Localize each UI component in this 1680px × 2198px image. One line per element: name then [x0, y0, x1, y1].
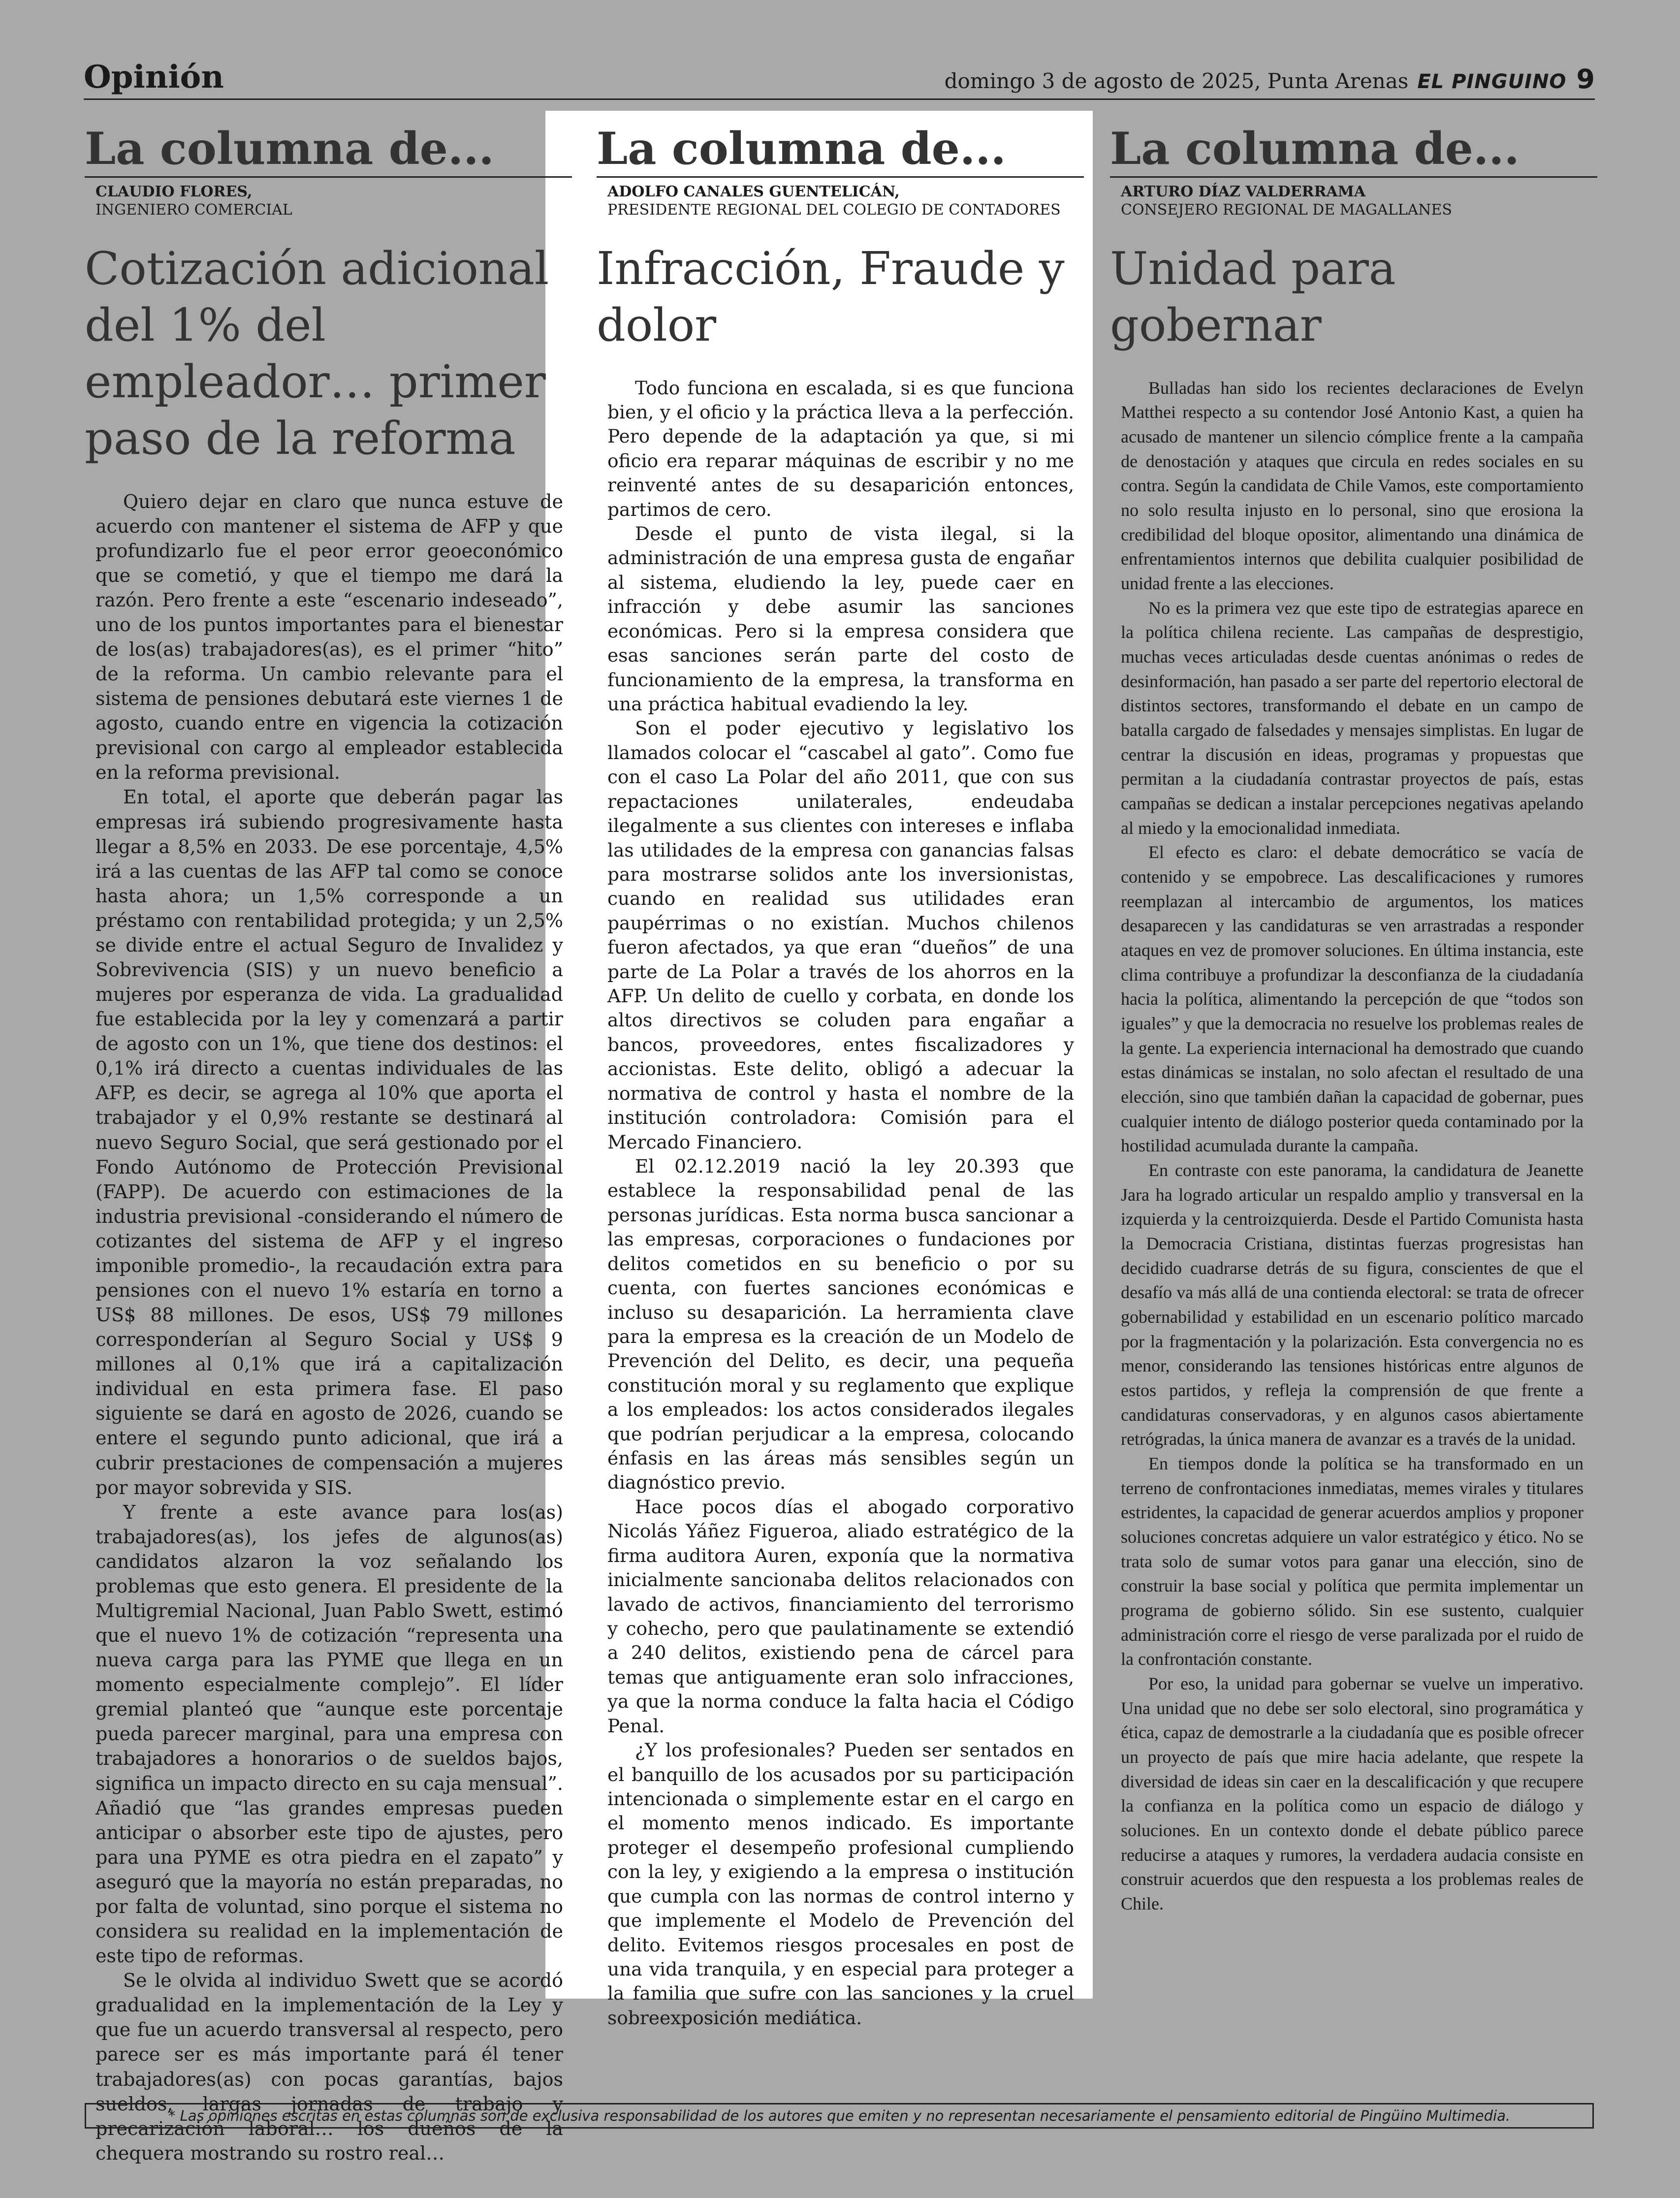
dateline — [945, 64, 1595, 95]
paragraph: Hace pocos días el abogado corporativo Nicolás Yáñez Figueroa, aliado estratégico de la firma auditora Auren, exponía que la normativa inicialmente sancionaba delitos relacionados con lavado de activos, financiamiento del terrorismo y cohecho, pero que paulatinamente se extendió a 240 delitos, existiendo pena de cárcel para temas que antiguamente eran solo infracciones, ya que la norma conduce la falta hacia el Código Penal. — [607, 1496, 1074, 1737]
paragraph: No es la primera vez que este tipo de estrategias aparece en la política chilena reciente. Las campañas de desprestigio, muchas veces articuladas desde cuentas anónimas o redes de desinformación, han pasado a ser parte del repertorio electoral de distintos sectores, transformando el debate en un campo de batalla cargado de falsedades y mensajes simplistas. En lugar de centrar la discusión en ideas, programas y propuestas que permitan a la ciudadanía contrastar proyectos de país, estas campañas se dedican a instalar percepciones negativas apelando al miedo y la emocionalidad inmediata. — [1121, 598, 1584, 838]
section-title: Opinión — [84, 59, 224, 96]
paragraph: Por eso, la unidad para gobernar se vuelve un imperativo. Una unidad que no debe ser solo electoral, sino programática y ética, capaz de demostrarle a la ciudadanía que es posible ofrecer un proyecto de país que mire hacia adelante, que respete la diversidad de ideas sin caer en la descalificación y que recupere la confianza en la política como un espacio de diálogo y soluciones. En un contexto donde el debate público parece reducirse a ataques y rumores, la verdadera audacia consiste en construir acuerdos que den respuesta a los problemas reales de Chile. — [1121, 1674, 1584, 1914]
page-header — [84, 59, 1595, 100]
paragraph: En tiempos donde la política se ha transformado en un terreno de confrontaciones inmediatas, memes virales y titulares estridentes, la capacidad de generar acuerdos amplios y proponer soluciones concretas adquiere un valor estratégico y ético. No se trata solo de sumar votos para ganar una elección, sino de construir la base social y política que permita implementar un programa de gobierno sólido. Sin ese sustento, cualquier administración corre el riesgo de verse paralizada por el ruido de la confrontación constante. — [1121, 1454, 1584, 1669]
paragraph: ¿Y los profesionales? Pueden ser sentados en el banquillo de los acusados por su participación intencionada o simplemente estar en el cargo en el momento menos indicado. Es importante proteger el desempeño profesional cumpliendo con la ley, y exigiendo a la empresa o institución que cumpla con las normas de control interno y que implemente el Modelo de Prevención del delito. Evitemos riesgos procesales en post de una vida tranquila, y en especial para proteger a la familia que sufre con las sanciones y la cruel sobreexposición mediática. — [607, 1739, 1074, 2029]
paragraph: Quiero dejar en claro que nunca estuve de acuerdo con mantener el sistema de AFP y que profundizarlo fue el peor error geoeconómico que se cometió, y que el tiempo me dará la razón. Pero frente a este “escenario indeseado”, uno de los puntos importantes para el bienestar de los(as) trabajadores(as), es el primer “hito” de la reforma. Un cambio relevante para el sistema de pensiones debutará este viernes 1 de agosto, cuando entre en vigencia la cotización previsional con cargo al empleador establecida en la reforma previsional. — [95, 490, 563, 784]
paragraph: En contraste con este panorama, la candidatura de Jeanette Jara ha logrado articular un respaldo amplio y transversal en la izquierda y la centroizquierda. Desde el Partido Comunista hasta la Democracia Cristiana, distintas fuerzas progresistas han decidido cuadrarse detrás de su figura, conscientes de que el desafío va más allá de una contienda electoral: se trata de ofrecer gobernabilidad y estabilidad en un escenario político marcado por la fragmentación y la polarización. Esta convergencia no es menor, considerando las tensiones históricas entre algunos de estos partidos, y refleja la comprensión de que frente a candidaturas conservadoras, y en algunos casos abiertamente retrógradas, la única manera de avanzar es a través de la unidad. — [1121, 1160, 1584, 1449]
date-location: domingo 3 de agosto de 2025, Punta Arenas — [944, 69, 1409, 93]
paragraph: Y frente a este avance para los(as) trabajadores(as), los jefes de algunos(as) candidatos alzaron la voz señalando los problemas que esto genera. El presidente de la Multigremial Nacional, Juan Pablo Swett, estimó que el nuevo 1% de cotización “representa una nueva carga para las PYME que llega en un momento especialmente complejo”. El líder gremial planteó que “aunque este porcentaje pueda parecer marginal, para una empresa con trabajadores a honorarios o de sueldos bajos, significa un impacto directo en su caja mensual”. Añadió que “las grandes empresas pueden anticipar o absorber este tipo de ajustes, pero para una PYME es otra piedra en el zapato” y aseguró que la mayoría no están preparadas, no por falta de voluntad, sino porque el sistema no considera su realidad en la implementación de este tipo de reformas. — [95, 1501, 563, 1967]
paragraph: El efecto es claro: el debate democrático se vacía de contenido y se empobrece. Las descalificaciones y rumores reemplazan al intercambio de argumentos, los matices desaparecen y las candidaturas se ven arrastradas a responder ataques en vez de promover soluciones. En última instancia, este clima contribuye a profundizar la desconfianza de la ciudadanía hacia la política, alimentando la percepción de que “todos son iguales” y que la democracia no resuelve los problemas reales de la gente. La experiencia internacional ha demostrado que cuando estas dinámicas se instalan, no solo afectan el resultado de una elección, sino que también dañan la capacidad de gobernar, pues cualquier intento de diálogo posterior queda contaminado por la hostilidad acumulada durante la campaña. — [1121, 842, 1584, 1156]
paragraph: En total, el aporte que deberán pagar las empresas irá subiendo progresivamente hasta llegar a 8,5% en 2033. De ese porcentaje, 4,5% irá a las cuentas de las AFP tal como se conoce hasta ahora; un 1,5% corresponde a un préstamo con rentabilidad protegida; y un 2,5% se divide entre el actual Seguro de Invalidez y Sobrevivencia (SIS) y un nuevo beneficio a mujeres por esperanza de vida. La gradualidad fue establecida por la ley y comenzará a partir de agosto con un 1%, que tiene dos destinos: el 0,1% irá directo a cuentas individuales de las AFP, es decir, se agrega al 10% que aporta el trabajador y el 0,9% restante se destinará al nuevo Seguro Social, que será gestionado por el Fondo Autónomo de Protección Previsional (FAPP). De acuerdo con estimaciones de la industria previsional -considerando el número de cotizantes del sistema de AFP y el ingreso imponible promedio-, la recaudación extra para pensiones con el nuevo 1% estaría en torno a US$ 88 millones. De esos, US$ 79 millones corresponderían al Seguro Social y US$ 9 millones al 0,1% que irá a capitalización individual en esta primera fase. El paso siguiente se dará en agosto de 2026, cuando se entere el segundo punto adicional, que irá a cubrir prestaciones de compensación a mujeres por mayor sobrevida y SIS. — [95, 786, 563, 1498]
paragraph: Son el poder ejecutivo y legislativo los llamados colocar el “cascabel al gato”. Como fue con el caso La Polar del año 2011, que con sus repactaciones unilaterales, endeudaba ilegalmente a sus clientes con intereses e inflaba las utilidades de la empresa con ganancias falsas para mostrarse solidos ante los inversionistas, cuando en realidad sus utilidades eran paupérrimas o no existían. Muchos chilenos fueron afectados, ya que eran “dueños” de una parte de La Polar a través de los ahorros en la AFP. Un delito de cuello y corbata, en donde los altos directivos se coluden para engañar a bancos, proveedores, entes fiscalizadores y accionistas. Este delito, obligó a adecuar la normativa de control y hasta el nombre de la institución controladora: Comisión para el Mercado Financiero. — [607, 717, 1074, 1153]
page-number: 9 — [1576, 64, 1595, 95]
column-kicker: La columna de... — [85, 126, 572, 178]
article-body — [1121, 376, 1584, 1916]
opinion-column-3 — [1110, 123, 1597, 1916]
author-role: CONSEJERO REGIONAL DE MAGALLANES — [1121, 201, 1452, 219]
author-name: ADOLFO CANALES GUENTELICÁN, — [607, 183, 900, 200]
column-kicker: La columna de... — [1110, 126, 1597, 178]
article-headline: Infracción, Fraude y dolor — [597, 242, 1065, 351]
paragraph: Se le olvida al individuo Swett que se acordó gradualidad en la implementación de la Ley y que fue un acuerdo transversal al respecto, pero parece ser es más importante pará él tener trabajadores(as) con pocas garantías, bajos sueldos, largas jornadas de trabajo y precarización laboral… los dueños de la chequera mostrando su rostro real… — [95, 1970, 563, 2164]
disclaimer-footer: * Las opiniones escritas en estas columnas son de exclusiva responsabilidad de los autores que emiten y no representan necesariamente el pensamiento editorial de Pingüino Multimedia. — [85, 2103, 1594, 2129]
author-name: ARTURO DÍAZ VALDERRAMA — [1121, 183, 1366, 200]
paragraph: El 02.12.2019 nació la ley 20.393 que establece la responsabilidad penal de las personas jurídicas. Esta norma busca sancionar a las empresas, corporaciones o fundaciones por delitos cometidos en su beneficio o por su cuenta, con fuertes sanciones económicas e incluso su desaparición. La herramienta clave para la empresa es la creación de un Modelo de Prevención del Delito, es decir, una pequeña constitución moral y su reglamento que explique a los empleados: los actos considerados ilegales que podrían perjudicar a la empresa, colocando énfasis en las áreas más sensibles según un diagnóstico previo. — [607, 1155, 1074, 1494]
paragraph: Todo funciona en escalada, si es que funciona bien, y el oficio y la práctica lleva a la perfección. Pero depende de la adaptación ya que, si mi oficio era reparar máquinas de escribir y no me reinventé antes de su desaparición entonces, partimos de cero. — [607, 377, 1074, 520]
paragraph: Bulladas han sido los recientes declaraciones de Evelyn Matthei respecto a su contendor José Antonio Kast, a quien ha acusado de mantener un silencio cómplice frente a la campaña de denostación y ataques que circula en redes sociales en su contra. Según la candidata de Chile Vamos, este comportamiento no solo resulta injusto en lo personal, sino que erosiona la credibilidad del bloque opositor, alimentando una dinámica de enfrentamientos internos que debilita cualquier posibilidad de unidad frente a las elecciones. — [1121, 378, 1584, 593]
article-headline: Cotización adicional del 1% del empleador… primer paso de la reforma — [85, 242, 549, 465]
article-body — [95, 489, 563, 2166]
article-headline: Unidad para gobernar — [1110, 242, 1396, 351]
newspaper-name: EL PINGUINO — [1417, 70, 1567, 93]
author-role: INGENIERO COMERCIAL — [95, 201, 292, 219]
paragraph: Desde el punto de vista ilegal, si la administración de una empresa gusta de engañar al sistema, eludiendo la ley, puede caer en infracción y debe asumir las sanciones económicas. Pero si la empresa considera que esas sanciones serán parte del costo de funcionamiento de la empresa, la transforma en una práctica habitual evadiendo la ley. — [607, 523, 1074, 715]
author-role: PRESIDENTE REGIONAL DEL COLEGIO DE CONTADORES — [607, 201, 1061, 219]
opinion-column-2 — [597, 123, 1084, 2030]
column-kicker: La columna de... — [597, 126, 1084, 178]
author-name: CLAUDIO FLORES, — [95, 183, 253, 200]
opinion-column-1 — [85, 123, 572, 2166]
article-body — [607, 376, 1074, 2031]
